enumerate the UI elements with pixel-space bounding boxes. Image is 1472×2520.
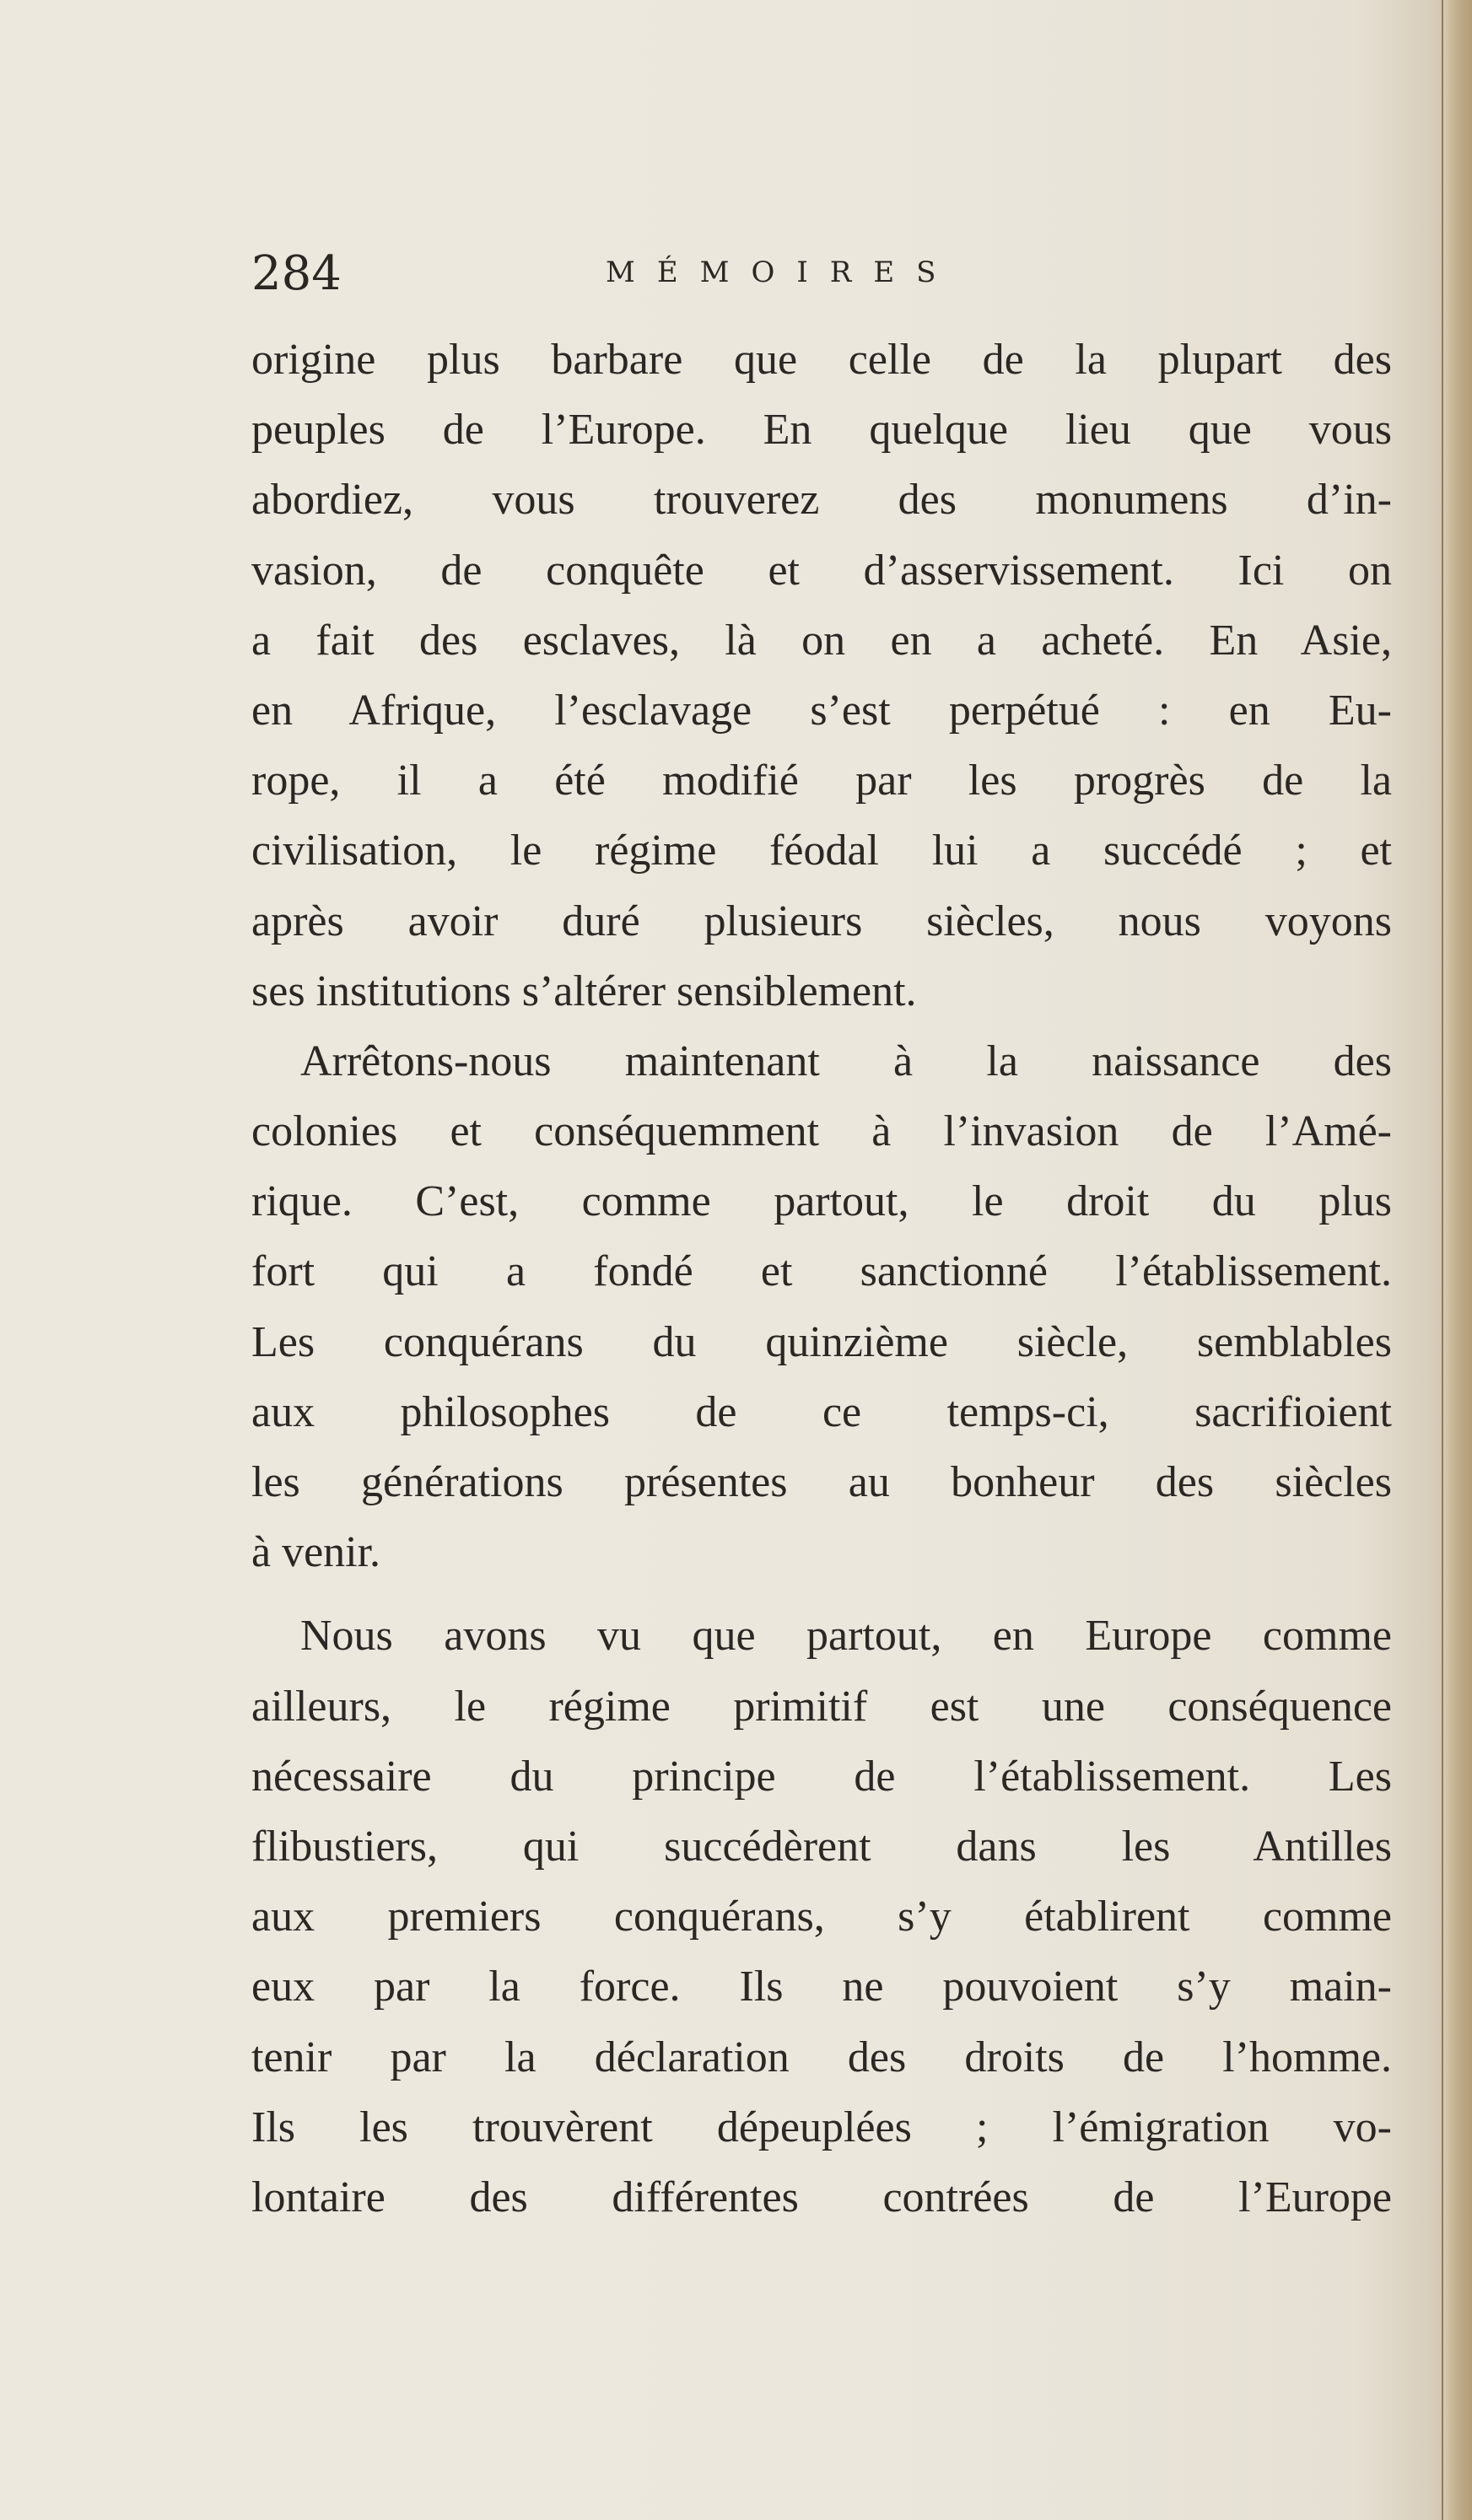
text-line: en Afrique, l’esclavage s’est perpétué : en Eu- — [251, 686, 1392, 735]
body-text — [251, 325, 1392, 2232]
paragraph-gap — [251, 1587, 1392, 1601]
text-line: abordiez, vous trouverez des monumens d’in- — [251, 476, 1392, 525]
text-line: civilisation, le régime féodal lui a succédé ; et — [251, 827, 1392, 875]
page-fore-edge — [1442, 0, 1472, 2520]
text-line: rique. C’est, comme partout, le droit du plus — [251, 1177, 1392, 1226]
text-line: tenir par la déclaration des droits de l’homme. — [251, 2033, 1392, 2081]
text-line: aux premiers conquérans, s’y établirent comme — [251, 1893, 1392, 1941]
text-line: rope, il a été modifié par les progrès de la — [251, 757, 1392, 805]
text-line: fort qui a fondé et sanctionné l’établissement. — [251, 1247, 1392, 1296]
text-line: ailleurs, le régime primitif est une conséquence — [251, 1682, 1392, 1731]
text-line: flibustiers, qui succédèrent dans les Antilles — [251, 1822, 1392, 1871]
running-head: MÉMOIRES — [606, 256, 958, 289]
text-line: après avoir duré plusieurs siècles, nous voyons — [251, 897, 1392, 945]
text-line: lontaire des différentes contrées de l’Europe — [251, 2173, 1392, 2221]
text-line: colonies et conséquemment à l’invasion de l’Amé- — [251, 1107, 1392, 1156]
text-line: origine plus barbare que celle de la plupart des — [251, 336, 1392, 384]
text-line: peuples de l’Europe. En quelque lieu que vous — [251, 406, 1392, 455]
text-line: Ils les trouvèrent dépeuplées ; l’émigration vo- — [251, 2103, 1392, 2151]
text-line: ses institutions s’altérer sensiblement. — [251, 967, 917, 1015]
page-header — [251, 236, 1392, 312]
text-line: vasion, de conquête et d’asservissement. Ici on — [251, 546, 1392, 595]
text-line: Nous avons vu que partout, en Europe comme — [300, 1612, 1392, 1661]
text-line: eux par la force. Ils ne pouvoient s’y main- — [251, 1963, 1392, 2011]
page-number: 284 — [251, 246, 342, 301]
text-line: Arrêtons-nous maintenant à la naissance des — [300, 1037, 1392, 1085]
text-line: à venir. — [251, 1528, 381, 1577]
text-line: aux philosophes de ce temps-ci, sacrifioient — [251, 1387, 1392, 1436]
text-line: nécessaire du principe de l’établissement. Les — [251, 1752, 1392, 1801]
text-line: a fait des esclaves, là on en a acheté. En Asie, — [251, 616, 1392, 665]
text-line: les générations présentes au bonheur des siècles — [251, 1458, 1392, 1506]
text-line: Les conquérans du quinzième siècle, semblables — [251, 1317, 1392, 1366]
